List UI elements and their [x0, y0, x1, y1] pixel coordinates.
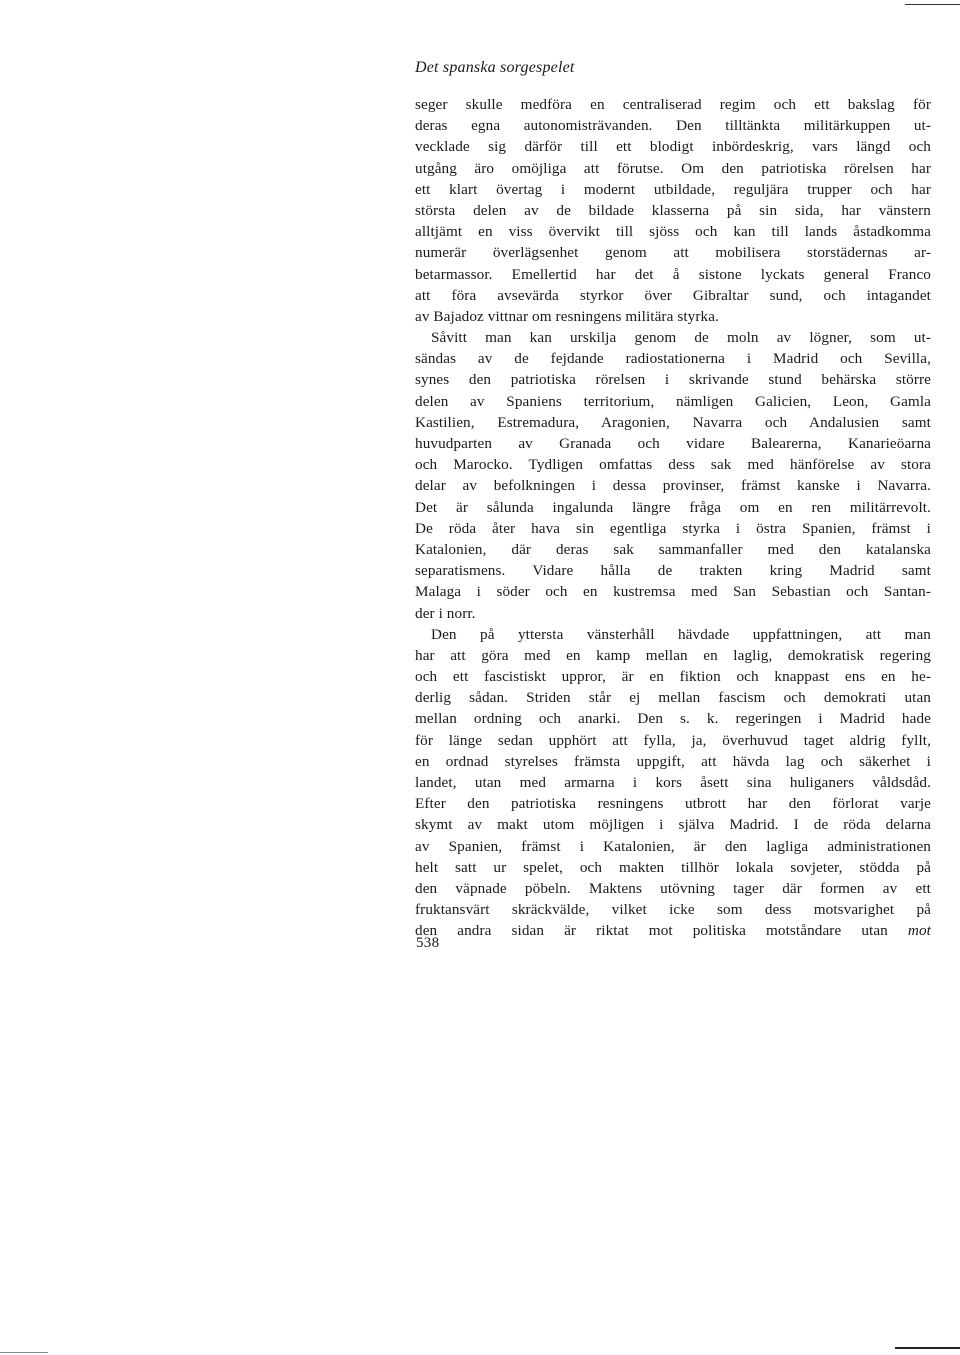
text-line: delar av befolkningen i dessa provinser, främst kanske i Navarra. [415, 477, 931, 495]
text-line: De röda åter hava sin egentliga styrka i östra Spanien, främst i [415, 519, 931, 537]
text-line: den andra sidan är riktat mot politiska motståndare utan mot [415, 922, 931, 940]
text-line: den väpnade pöbeln. Maktens utövning tager där formen av ett [415, 879, 931, 897]
text-line: Det är sålunda ingalunda längre fråga om en ren militärrevolt. [415, 498, 931, 516]
text-line: utgång äro omöjliga att förutse. Om den patriotiska rörelsen har [415, 159, 931, 177]
text-line: största delen av de bildade klasserna på sin sida, har vänstern [415, 201, 931, 219]
text-line: betarmassor. Emellertid har det å sistone lyckats general Franco [415, 265, 931, 283]
text-line: landet, utan med armarna i kors åsett sina huliganers våldsdåd. [415, 774, 931, 791]
text-line: att föra avsevärda styrkor över Gibraltar sund, och intagandet [415, 286, 931, 304]
bottom-left-edge-mark [0, 1352, 48, 1353]
text-line: deras egna autonomisträvanden. Den tilltänkta militärkuppen ut- [415, 117, 931, 135]
text-line: en ordnad styrelses främsta uppgift, att hävda lag och säkerhet i [415, 752, 931, 770]
text-line: synes den patriotiska rörelsen i skrivande stund behärska större [415, 371, 931, 389]
text-line: av Bajadoz vittnar om resningens militära styrka. [415, 307, 719, 325]
text-line: numerär överlägsenhet genom att mobilisera storstädernas ar- [415, 244, 931, 262]
text-line: der i norr. [415, 604, 476, 622]
text-line: vecklade sig därför till ett blodigt inbördeskrig, vars längd och [415, 138, 931, 156]
text-line: för länge sedan upphört att fylla, ja, överhuvud taget aldrig fyllt, [415, 731, 931, 749]
bottom-right-edge-mark [895, 1347, 960, 1349]
text-line: seger skulle medföra en centraliserad regim och ett bakslag för [415, 96, 931, 113]
text-line: skymt av makt utom möjligen i själva Madrid. I de röda delarna [415, 816, 931, 834]
text-line: huvudparten av Granada och vidare Balearerna, Kanarieöarna [415, 435, 931, 452]
text-line: helt satt ur spelet, och makten tillhör lokala sovjeter, stödda på [415, 858, 931, 876]
text-line: har att göra med en kamp mellan en laglig, demokratisk regering [415, 646, 931, 664]
text-line: Såvitt man kan urskilja genom de moln av lögner, som ut- [431, 329, 931, 347]
top-right-edge-mark [905, 4, 960, 5]
text-line: Kastilien, Estremadura, Aragonien, Navarra och Andalusien samt [415, 413, 931, 431]
text-line: av Spanien, främst i Katalonien, är den lagliga administrationen [415, 837, 931, 855]
text-line: och ett fascistiskt uppror, är en fiktion och knappast ens en he- [415, 668, 931, 686]
text-line: mellan ordning och anarki. Den s. k. regeringen i Madrid hade [415, 710, 931, 728]
text-line: sändas av de fejdande radiostationerna i Madrid och Sevilla, [415, 350, 931, 368]
text-line: fruktansvärt skräckvälde, vilket icke som dess motsvarighet på [415, 901, 931, 919]
text-line: Den på yttersta vänsterhåll hävdade uppfattningen, att man [431, 625, 931, 643]
page-number: 538 [416, 935, 440, 951]
text-line: och Marocko. Tydligen omfattas dess sak med hänförelse av stora [415, 456, 931, 474]
text-line: derlig sådan. Striden står ej mellan fascism och demokrati utan [415, 689, 931, 707]
text-line: ett klart övertag i modernt utbildade, reguljära trupper och har [415, 180, 931, 198]
text-line: Katalonien, där deras sak sammanfaller med den katalanska [415, 540, 931, 558]
text-line: delen av Spaniens territorium, nämligen Galicien, Leon, Gamla [415, 392, 931, 410]
text-line: Malaga i söder och en kustremsa med San Sebastian och Santan- [415, 583, 931, 601]
text-line: alltjämt en viss övervikt till sjöss och kan till lands åstadkomma [415, 223, 931, 241]
emphasized-word: mot [907, 922, 931, 940]
text-line: separatismens. Vidare hålla de trakten kring Madrid samt [415, 562, 931, 580]
running-head: Det spanska sorgespelet [415, 59, 575, 76]
text-line: Efter den patriotiska resningens utbrott har den förlorat varje [415, 795, 931, 813]
body-text [415, 94, 931, 942]
